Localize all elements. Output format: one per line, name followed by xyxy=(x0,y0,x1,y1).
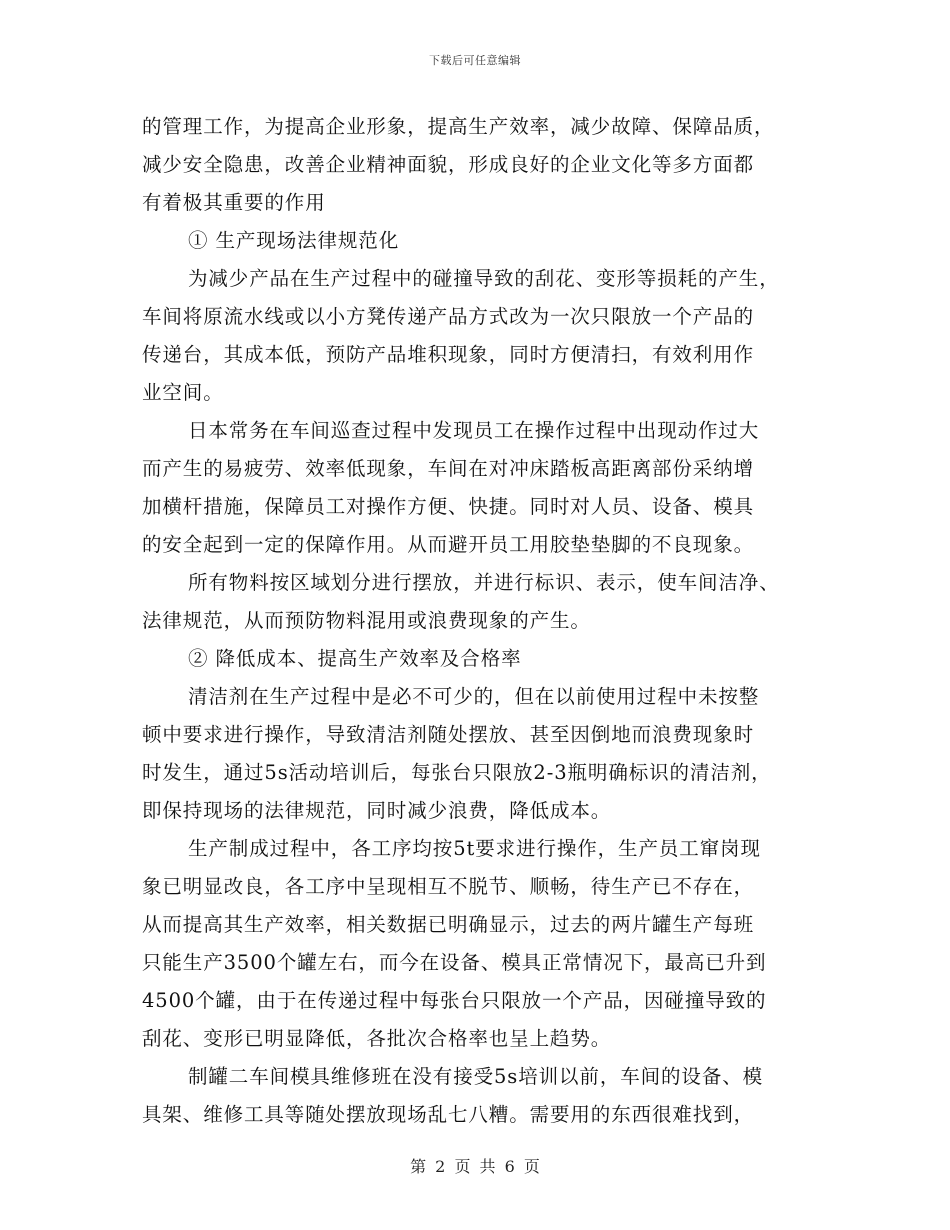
text-line: 加横杆措施，保障员工对操作方便、快捷。同时对人员、设备、模具 xyxy=(142,495,755,518)
text-line: 4500个罐，由于在传递过程中每张台只限放一个产品，因碰撞导致的 xyxy=(142,989,767,1012)
text-line: 时发生，通过5s活动培训后，每张台只限放2-3瓶明确标识的清洁剂， xyxy=(142,761,772,784)
text-line: 清洁剂在生产过程中是必不可少的，但在以前使用过程中未按整 xyxy=(188,685,760,708)
text-line: 业空间。 xyxy=(142,381,224,404)
text-line: 刮花、变形已明显降低，各批次合格率也呈上趋势。 xyxy=(142,1027,612,1050)
text-line: 从而提高其生产效率，相关数据已明确显示，过去的两片罐生产每班 xyxy=(142,913,755,936)
text-line: 法律规范，从而预防物料混用或浪费现象的产生。 xyxy=(142,609,591,632)
text-line: ② 降低成本、提高生产效率及合格率 xyxy=(188,647,522,670)
text-line: 日本常务在车间巡查过程中发现员工在操作过程中出现动作过大 xyxy=(188,419,760,442)
text-line: 制罐二车间模具维修班在没有接受5s培训以前，车间的设备、模 xyxy=(188,1065,764,1088)
text-line: 生产制成过程中，各工序均按5t要求进行操作，生产员工窜岗现 xyxy=(188,837,761,860)
text-line: 只能生产3500个罐左右，而今在设备、模具正常情况下，最高已升到 xyxy=(142,951,767,974)
text-line: 传递台，其成本低，预防产品堆积现象，同时方便清扫，有效利用作 xyxy=(142,343,755,366)
text-line: 具架、维修工具等随处摆放现场乱七八糟。需要用的东西很难找到， xyxy=(142,1103,755,1126)
text-line: 的安全起到一定的保障作用。从而避开员工用胶垫垫脚的不良现象。 xyxy=(142,533,755,556)
text-line: 象已明显改良，各工序中呈现相互不脱节、顺畅，待生产已不存在， xyxy=(142,875,755,898)
document-body xyxy=(142,108,812,1134)
page-number: 第 2 页 共 6 页 xyxy=(410,1157,540,1176)
text-line: 所有物料按区域划分进行摆放，并进行标识、表示，使车间洁净、 xyxy=(188,571,780,594)
text-line: 而产生的易疲劳、效率低现象，车间在对冲床踏板高距离部份采纳增 xyxy=(142,457,755,480)
text-line: 顿中要求进行操作，导致清洁剂随处摆放、甚至因倒地而浪费现象时 xyxy=(142,723,755,746)
text-line: 有着极其重要的作用 xyxy=(142,191,326,214)
text-line: 车间将原流水线或以小方凳传递产品方式改为一次只限放一个产品的 xyxy=(142,305,755,328)
text-line: 减少安全隐患，改善企业精神面貌，形成良好的企业文化等多方面都 xyxy=(142,153,755,176)
text-line: 即保持现场的法律规范，同时减少浪费，降低成本。 xyxy=(142,799,612,822)
page-header-note: 下载后可任意编辑 xyxy=(429,54,521,67)
text-line: 为减少产品在生产过程中的碰撞导致的刮花、变形等损耗的产生， xyxy=(188,267,780,290)
text-line: 的管理工作，为提高企业形象，提高生产效率，减少故障、保障品质， xyxy=(142,115,775,138)
text-line: ① 生产现场法律规范化 xyxy=(188,229,400,252)
